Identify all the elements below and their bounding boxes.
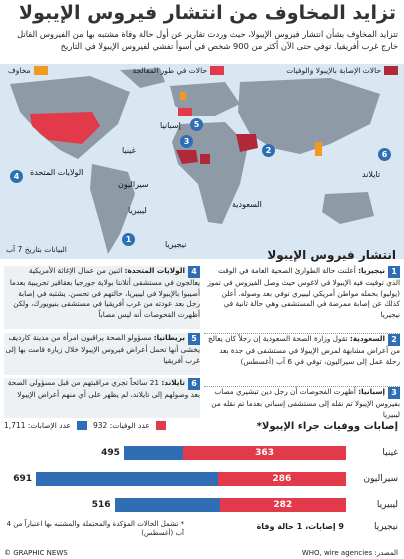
- credit: © GRAPHIC NEWS: [4, 549, 68, 557]
- panel-number: 2: [388, 334, 400, 346]
- spread-title: انتشار فيروس الإيبولا: [267, 248, 396, 262]
- bar-deaths: 363: [183, 446, 346, 460]
- stats-legend: [4, 421, 166, 430]
- bar-deaths: 286: [218, 472, 346, 486]
- map-marker-3: 3: [180, 135, 193, 148]
- cases-swatch: [77, 421, 87, 430]
- panel-heading: تايلاند:: [161, 378, 185, 387]
- bar-country-label: سيراليون: [363, 474, 398, 484]
- thailand-region: [315, 142, 322, 156]
- uk-region: [180, 92, 186, 100]
- map-label-usa: الولايات المتحدة: [30, 168, 84, 177]
- bar-country-label: ليبيريا: [376, 500, 398, 510]
- bar-country-label: غينيا: [382, 448, 398, 458]
- legend-concern-swatch: [34, 66, 48, 75]
- bar-cases-value: 691: [13, 474, 32, 484]
- legend-concern: [8, 66, 48, 75]
- legend-outbreak-swatch: [384, 66, 398, 75]
- legend-treatment-swatch: [210, 66, 224, 75]
- panel-heading: السعودية:: [349, 334, 385, 343]
- stats-row: [0, 446, 404, 462]
- panel-text: تقول وزارة الصحة السعودية إن رجلاً كان يعالج من أعراض مشابهة لمرض الإيبولا في مستشفى في جدة بعد رحلة عمل إلى سيراليون، توفي في 6 آب (أغسطس): [208, 334, 400, 366]
- panel-text: أظهرت الفحوصات أن رجل دين تبشيري مصاب بفيروس الإيبولا تم نقله إلى مستشفى إسباني بعدما تم نقله من ليبيريا: [211, 387, 400, 419]
- stats-row: [0, 498, 404, 514]
- panel-text: أعلنت حالة الطوارئ الصحية العامة في الوقت الذي توفيت فيه الإيبولا في لاغوس حيث وصل الفيروس في تموز (يوليو) بحمله مواطن أمريكي ليبيري توفي بعد وصوله. أعلن كذلك عن إصابة ممرضة في المستشفى وهي حالة ثانية في نيجيريا: [207, 266, 400, 319]
- spain-region: [178, 108, 192, 116]
- panel-text: اثنين من عمال الإغاثة الأمريكية يعالجون في مستشفى أتلانتا بولاية جورجيا بعقاقير تجريبية بعدما أصيبوا بالإيبولا في ليبيريا، حالتهم في تحسن. يشتبه في إصابة رجل بعد عودته من غرب أفريقيا في مستشفى بنيويورك، ولكن أظهرت الفحوصات أنه ليس مصاباً: [9, 266, 200, 319]
- stats-title: إصابات ووفيات جراء الإيبولا*: [256, 421, 398, 432]
- legend-treatment: [133, 66, 224, 75]
- panel-text: مسؤولو الصحة يراقبون امرأة من مدينة كارديف يخشى أنها تحمل أعراض فيروس الإيبولا خلال زيارة قامت بها إلى غرب أفريقيا: [5, 333, 200, 365]
- deaths-swatch: [156, 421, 166, 430]
- panel-thailand: [4, 378, 200, 418]
- map-marker-1: 1: [122, 233, 135, 246]
- data-date-note: البيانات بتاريخ 7 آب: [6, 245, 67, 254]
- legend-concern-label: مخاوف: [8, 66, 31, 75]
- bar-cases-value: 495: [101, 448, 120, 458]
- bar-cases-value: 516: [91, 500, 111, 510]
- panel-usa: [4, 266, 200, 329]
- legend-outbreak-label: حالات الإصابة بالإيبولا والوفيات: [286, 66, 381, 75]
- panel-heading: بريطانيا:: [153, 333, 185, 342]
- map-label-saudi: السعودية: [232, 200, 262, 209]
- cases-legend-label: عدد الإصابات: 1,711: [4, 421, 71, 430]
- legend-treatment-label: حالات في طور المعالجة: [132, 66, 207, 75]
- australia-shape: [322, 192, 374, 224]
- panel-uk: [4, 333, 200, 375]
- panel-number: 1: [388, 266, 400, 278]
- panel-number: 3: [388, 387, 400, 399]
- panel-number: 5: [188, 333, 200, 345]
- panel-saudi: [204, 333, 400, 382]
- world-map-svg: [0, 64, 404, 259]
- asia-shape: [238, 78, 380, 154]
- panel-number: 4: [188, 266, 200, 278]
- map-marker-6: 6: [378, 148, 391, 161]
- panel-spain: [204, 386, 400, 419]
- deaths-legend-label: عدد الوفيات: 932: [92, 421, 150, 430]
- nigeria-stat-text: 9 إصابات، 1 حالة وفاة: [256, 522, 344, 531]
- panel-nigeria: [204, 266, 400, 326]
- map-legend: [0, 66, 404, 80]
- map-marker-2: 2: [262, 144, 275, 157]
- map-label-nigeria: نيجيريا: [165, 240, 187, 249]
- map-label-guinea: غينيا: [122, 146, 136, 155]
- stats-row: [0, 472, 404, 488]
- panel-heading: نيجيريا:: [358, 266, 385, 275]
- map-marker-5: 5: [190, 118, 203, 131]
- source: المصدر: WHO, wire agencies: [301, 549, 398, 557]
- intro-text: تتزايد المخاوف بشأن انتشار فيروس الإيبولا، حيث وردت تقارير عن أول حالة وفاة مشتبه بها من الفيروس القاتل خارج غرب أفريقيا. توفي حتى الآن أكثر من 900 شخص في أسوأ تفشي لفيروس الإيبولا في التاريخ: [17, 29, 398, 51]
- legend-outbreak: [286, 66, 398, 75]
- page-title: تزايد المخاوف من انتشار فيروس الإيبولا: [18, 2, 396, 24]
- map-marker-4: 4: [10, 170, 23, 183]
- panel-text: 21 سائحاً تجري مراقبتهم من قبل مسؤولي الصحة بعد وصولهم إلى تايلاند، لم يظهر على أي منهم أعراض الإيبولا: [7, 378, 200, 399]
- map-label-liberia: ليبيريا: [128, 206, 147, 215]
- world-map: [0, 64, 404, 259]
- map-label-spain: إسبانيا: [160, 121, 181, 130]
- bar-country-label: نيجيريا: [374, 522, 398, 532]
- panel-heading: إسبانيا:: [358, 387, 385, 396]
- panel-number: 6: [188, 378, 200, 390]
- panel-heading: الولايات المتحدة:: [124, 266, 185, 275]
- nigeria-region: [200, 154, 210, 164]
- stats-footnote: * تشمل الحالات المؤكدة والمحتملة والمشتبه بها اعتباراً من 4 آب (أغسطس): [6, 520, 184, 537]
- map-label-sierra-leone: سيراليون: [118, 180, 149, 189]
- map-label-thailand: تايلاند: [362, 170, 381, 179]
- bar-deaths: 282: [220, 498, 347, 512]
